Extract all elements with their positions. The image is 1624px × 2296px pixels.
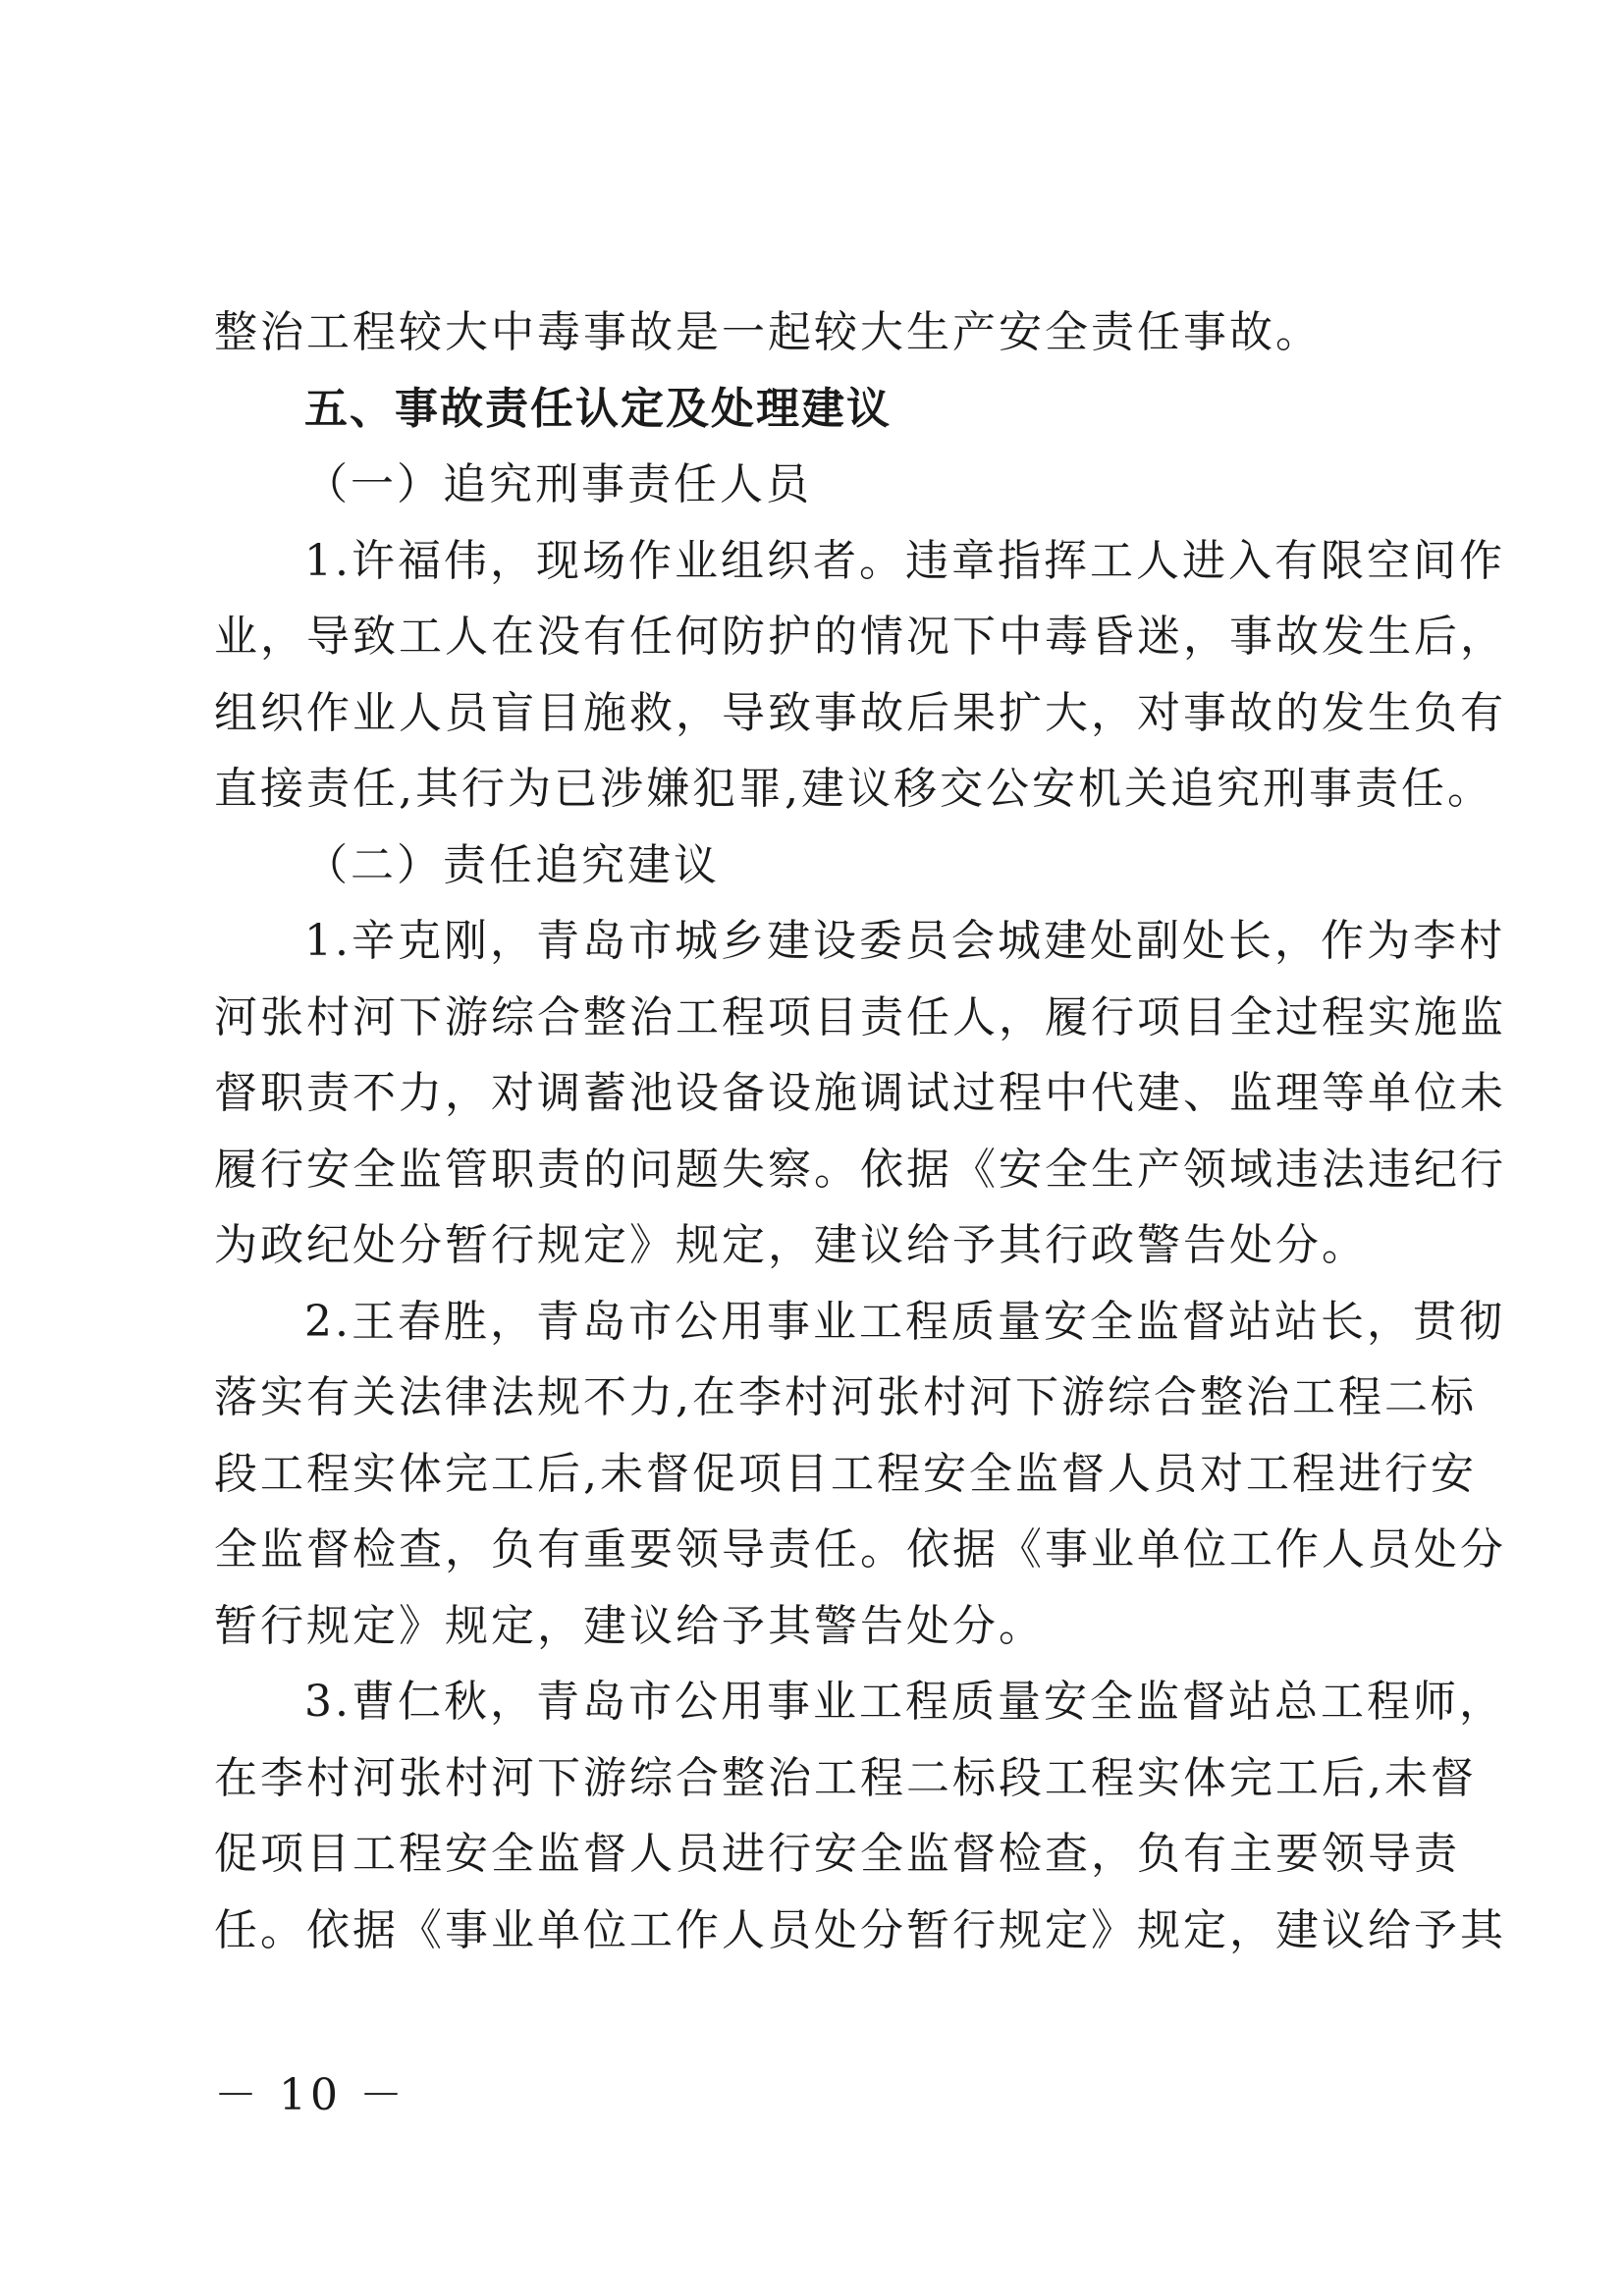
- paragraph-line: 督职责不力，对调蓄池设备设施调试过程中代建、监理等单位未: [214, 1068, 1506, 1118]
- paragraph-line: 促项目工程安全监督人员进行安全监督检查，负有主要领导责: [214, 1829, 1460, 1879]
- paragraph-line: 1.辛克刚，青岛市城乡建设委员会城建处副处长，作为李村: [304, 916, 1505, 966]
- document-body: [214, 294, 1506, 1968]
- subsection-heading-1: （一）追究刑事责任人员: [304, 459, 812, 509]
- paragraph-line: 业，导致工人在没有任何防护的情况下中毒昏迷，事故发生后，: [214, 612, 1506, 662]
- paragraph-line: 段工程实体完工后,未督促项目工程安全监督人员对工程进行安: [214, 1448, 1477, 1499]
- paragraph-line: 在李村河张村河下游综合整治工程二标段工程实体完工后,未督: [214, 1752, 1477, 1803]
- paragraph-line: 落实有关法律法规不力,在李村河张村河下游综合整治工程二标: [214, 1372, 1477, 1422]
- paragraph-line: 河张村河下游综合整治工程项目责任人，履行项目全过程实施监: [214, 991, 1506, 1042]
- paragraph-line: 3.曹仁秋，青岛市公用事业工程质量安全监督站总工程师，: [304, 1677, 1505, 1727]
- paragraph-line: 1.许福伟，现场作业组织者。违章指挥工人进入有限空间作: [304, 535, 1505, 586]
- paragraph-line: 全监督检查，负有重要领导责任。依据《事业单位工作人员处分: [214, 1524, 1506, 1575]
- section-heading-5: 五、事故责任认定及处理建议: [304, 383, 892, 434]
- paragraph-line: 组织作业人员盲目施救，导致事故后果扩大，对事故的发生负有: [214, 687, 1506, 738]
- paragraph-line: 履行安全监管职责的问题失察。依据《安全生产领域违法违纪行: [214, 1144, 1506, 1195]
- paragraph-line: 2.王春胜，青岛市公用事业工程质量安全监督站站长，贯彻: [304, 1296, 1505, 1347]
- paragraph-line: 直接责任,其行为已涉嫌犯罪,建议移交公安机关追究刑事责任。: [214, 764, 1493, 814]
- page-number: － 10 －: [214, 2070, 406, 2120]
- paragraph-line: 暂行规定》规定，建议给予其警告处分。: [214, 1600, 1045, 1651]
- paragraph-line: 为政纪处分暂行规定》规定，建议给予其行政警告处分。: [214, 1220, 1368, 1270]
- body-line-continuation: 整治工程较大中毒事故是一起较大生产安全责任事故。: [214, 307, 1322, 357]
- subsection-heading-2: （二）责任追究建议: [304, 839, 720, 890]
- paragraph-line: 任。依据《事业单位工作人员处分暂行规定》规定，建议给予其: [214, 1904, 1506, 1955]
